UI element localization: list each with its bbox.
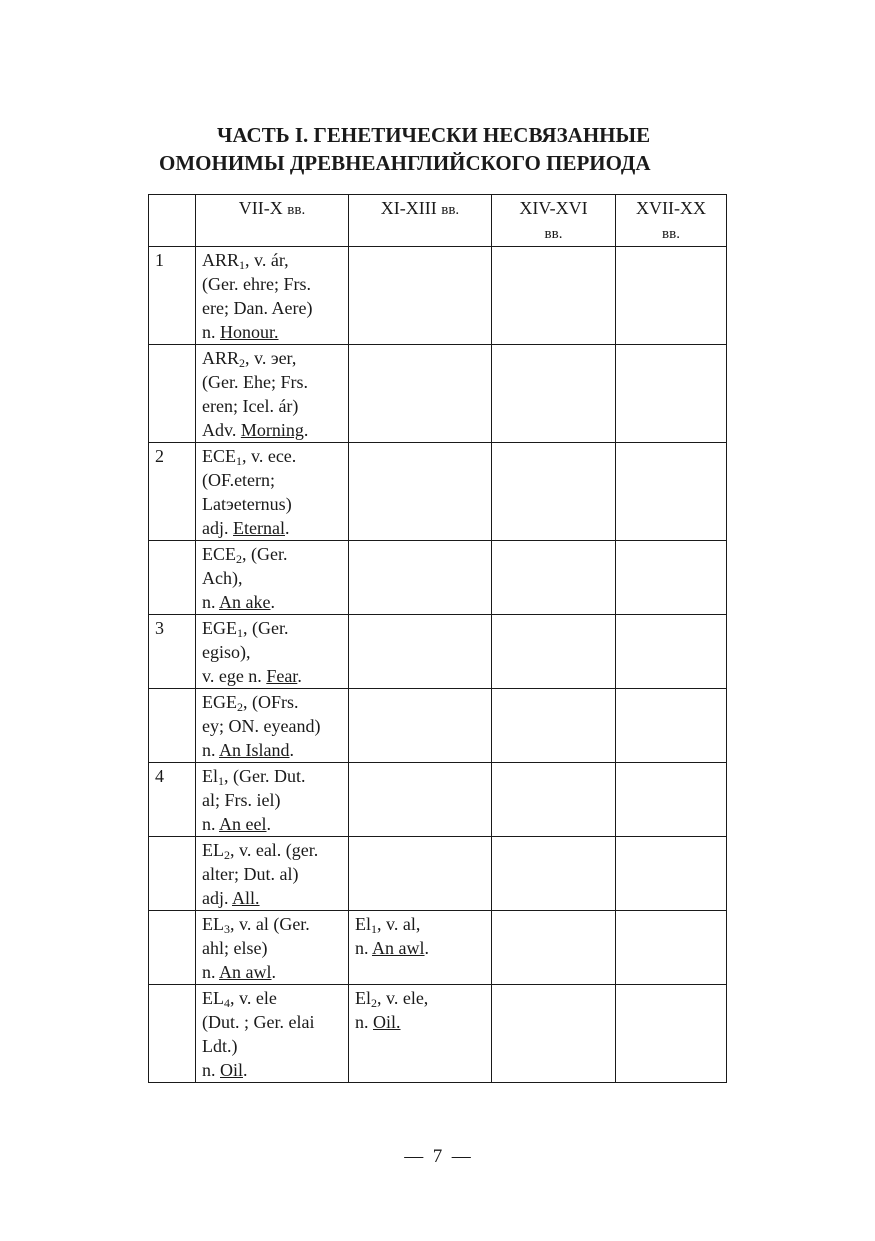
entry-xvii-xx: [616, 247, 727, 345]
entry-xi-xiii: [349, 541, 492, 615]
entry-meaning: An eel: [219, 814, 267, 834]
table-body: [149, 247, 727, 1083]
entry-punct: .: [266, 814, 271, 834]
entry-vii-x: [196, 689, 349, 763]
table-header-row: [149, 195, 727, 247]
entry-etymology: Ldt.): [202, 1036, 238, 1056]
entry-index: 2: [236, 552, 242, 566]
entry-xvii-xx: [616, 911, 727, 985]
entry-etymology: , (Ger. Dut.: [224, 766, 306, 786]
entry-headword: El: [355, 914, 371, 934]
entry-vii-x: [196, 985, 349, 1083]
entry-vii-x: [196, 443, 349, 541]
table-row: [149, 763, 727, 837]
entry-etymology: , (Ger.: [243, 618, 289, 638]
entry-punct: .: [289, 740, 295, 760]
entry-xi-xiii: [349, 763, 492, 837]
entry-punct: .: [303, 420, 309, 440]
title-line-2: ОМОНИМЫ ДРЕВНЕАНГЛИЙСКОГО ПЕРИОДА: [159, 151, 651, 175]
entry-headword: ECE: [202, 544, 236, 564]
entry-etymology: ahl; else): [202, 938, 268, 958]
entry-etymology: , v. al (Ger.: [230, 914, 310, 934]
entry-etymology: (OF.etern;: [202, 470, 276, 490]
entry-pos: adj.: [202, 888, 232, 908]
homonyms-table: [148, 194, 727, 1083]
entry-xiv-xvi: [492, 247, 616, 345]
entry-index: 3: [224, 922, 230, 936]
entry-pos: n.: [202, 1060, 220, 1080]
header-number: [149, 195, 196, 247]
entry-vii-x: [196, 247, 349, 345]
entry-meaning: Oil: [220, 1060, 244, 1080]
entry-etymology: , v. ár,: [245, 250, 289, 270]
entry-meaning: All.: [232, 888, 260, 908]
entry-index: 2: [239, 356, 246, 370]
entry-xiv-xvi: [492, 345, 616, 443]
entry-etymology: ey; ON. eyeand): [202, 716, 321, 736]
header-xvii-xx: XVII-XX вв.: [616, 195, 727, 247]
entry-xvii-xx: [616, 837, 727, 911]
entry-meaning: Eternal: [233, 518, 285, 538]
entry-vii-x: [196, 345, 349, 443]
entry-xvii-xx: [616, 763, 727, 837]
entry-index: 1: [239, 258, 246, 272]
entry-pos: n.: [202, 814, 220, 834]
page-title: [140, 121, 740, 177]
entry-xiv-xvi: [492, 443, 616, 541]
entry-meaning: Honour.: [220, 322, 279, 342]
entry-pos: v. ege n.: [202, 666, 267, 686]
entry-pos: adj.: [202, 518, 233, 538]
entry-pos: n.: [202, 962, 220, 982]
entry-vii-x: [196, 541, 349, 615]
entry-vii-x: [196, 911, 349, 985]
entry-index: 2: [371, 996, 377, 1010]
entry-pos: n.: [202, 322, 220, 342]
header-xiv-xvi: XIV-XVI вв.: [492, 195, 616, 247]
entry-etymology: , v. ele,: [377, 988, 429, 1008]
entry-xiv-xvi: [492, 985, 616, 1083]
entry-headword: El: [202, 766, 218, 786]
entry-xi-xiii: [349, 443, 492, 541]
entry-etymology: al; Frs. iel): [202, 790, 281, 810]
entry-index: 1: [237, 626, 243, 640]
table-row: [149, 541, 727, 615]
entry-etymology: , v. eal. (ger.: [230, 840, 319, 860]
entry-headword: EGE: [202, 692, 237, 712]
entry-xi-xiii: [349, 689, 492, 763]
entry-xvii-xx: [616, 443, 727, 541]
row-number: [149, 689, 196, 763]
entry-etymology: egiso),: [202, 642, 251, 662]
entry-vii-x: [196, 615, 349, 689]
entry-etymology: Latэeternus): [202, 494, 292, 514]
table-row: [149, 443, 727, 541]
entry-punct: .: [243, 1060, 248, 1080]
entry-xvii-xx: [616, 345, 727, 443]
entry-headword: EL: [202, 914, 224, 934]
entry-index: 2: [237, 700, 243, 714]
table-row: [149, 247, 727, 345]
entry-etymology: alter; Dut. al): [202, 864, 299, 884]
table-row: [149, 345, 727, 443]
header-xi-xiii: XI-XIII вв.: [349, 195, 492, 247]
entry-xiv-xvi: [492, 763, 616, 837]
entry-xiv-xvi: [492, 541, 616, 615]
entry-xvii-xx: [616, 689, 727, 763]
table-row: [149, 911, 727, 985]
entry-etymology: ere; Dan. Aere): [202, 298, 313, 318]
entry-xvii-xx: [616, 985, 727, 1083]
entry-etymology: , v. ece.: [242, 446, 297, 466]
table-row: [149, 985, 727, 1083]
entry-xi-xiii: [349, 911, 492, 985]
entry-etymology: Ach),: [202, 568, 243, 588]
entry-index: 1: [218, 774, 224, 788]
table-row: [149, 689, 727, 763]
entry-index: 1: [236, 454, 242, 468]
entry-pos: n.: [355, 1012, 373, 1032]
entry-etymology: (Ger. Ehe; Frs.: [202, 372, 308, 392]
entry-headword: EGE: [202, 618, 237, 638]
entry-etymology: , (OFrs.: [243, 692, 299, 712]
header-vii-x: VII-X вв.: [196, 195, 349, 247]
entry-xvii-xx: [616, 541, 727, 615]
row-number: 3: [149, 615, 196, 689]
entry-headword: EL: [202, 840, 224, 860]
row-number: 1: [149, 247, 196, 345]
entry-punct: .: [271, 962, 277, 982]
entry-headword: ECE: [202, 446, 236, 466]
entry-meaning: An awl: [219, 962, 272, 982]
entry-pos: Adv.: [202, 420, 241, 440]
entry-meaning: Morning: [240, 420, 304, 440]
entry-etymology: , v. al,: [377, 914, 421, 934]
entry-xi-xiii: [349, 247, 492, 345]
entry-etymology: , v. эer,: [245, 348, 297, 368]
entry-index: 2: [224, 848, 230, 862]
row-number: [149, 837, 196, 911]
entry-xvii-xx: [616, 615, 727, 689]
table-row: [149, 837, 727, 911]
entry-xiv-xvi: [492, 911, 616, 985]
entry-pos: n.: [202, 740, 220, 760]
entry-punct: .: [297, 666, 302, 686]
row-number: [149, 911, 196, 985]
entry-etymology: (Ger. ehre; Frs.: [202, 274, 311, 294]
entry-xi-xiii: [349, 985, 492, 1083]
entry-punct: .: [270, 592, 275, 612]
page-number: — 7 —: [404, 1146, 471, 1167]
entry-xi-xiii: [349, 345, 492, 443]
entry-meaning: Oil.: [373, 1012, 401, 1032]
entry-meaning: An Island: [219, 740, 290, 760]
entry-headword: ARR: [202, 250, 240, 270]
entry-index: 4: [224, 996, 230, 1010]
entry-headword: El: [355, 988, 371, 1008]
title-line-1: ЧАСТЬ I. ГЕНЕТИЧЕСКИ НЕСВЯЗАННЫЕ: [217, 123, 651, 147]
row-number: [149, 985, 196, 1083]
entry-punct: .: [424, 938, 430, 958]
entry-pos: n.: [355, 938, 373, 958]
entry-vii-x: [196, 837, 349, 911]
entry-xi-xiii: [349, 615, 492, 689]
row-number: 2: [149, 443, 196, 541]
entry-etymology: eren; Icel. ár): [202, 396, 299, 416]
entry-etymology: , (Ger.: [242, 544, 288, 564]
entry-meaning: An ake: [219, 592, 271, 612]
entry-meaning: An awl: [372, 938, 425, 958]
entry-etymology: , v. ele: [230, 988, 277, 1008]
table-row: [149, 615, 727, 689]
entry-punct: .: [284, 518, 290, 538]
row-number: 4: [149, 763, 196, 837]
entry-vii-x: [196, 763, 349, 837]
entry-meaning: Fear: [266, 666, 298, 686]
entry-xi-xiii: [349, 837, 492, 911]
entry-xiv-xvi: [492, 837, 616, 911]
entry-xiv-xvi: [492, 615, 616, 689]
entry-xiv-xvi: [492, 689, 616, 763]
entry-pos: n.: [202, 592, 220, 612]
entry-headword: ARR: [202, 348, 240, 368]
row-number: [149, 541, 196, 615]
row-number: [149, 345, 196, 443]
entry-headword: EL: [202, 988, 224, 1008]
entry-index: 1: [371, 922, 377, 936]
entry-etymology: (Dut. ; Ger. elai: [202, 1012, 315, 1032]
